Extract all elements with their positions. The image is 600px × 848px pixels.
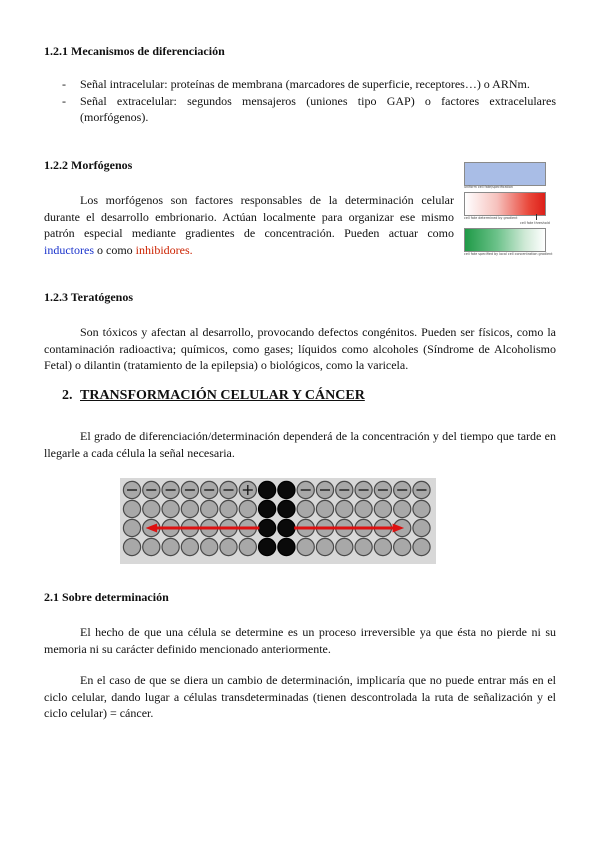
cell [316, 500, 333, 517]
cell [239, 500, 256, 517]
threshold-tick [536, 214, 537, 220]
paragraph-grado-diferenciacion: El grado de diferenciación/determinación dependerá de la concentración y del tiempo que tarde en llegarle a cada célula la señal necesaria. [44, 429, 556, 460]
heading-transformacion [62, 388, 365, 404]
cell [220, 500, 237, 517]
cell [162, 500, 179, 517]
figure-caption: cell fate determined by gradient [464, 216, 518, 220]
cell [123, 500, 140, 517]
cell-dark [278, 481, 295, 498]
cell-dark [278, 538, 295, 555]
figure-caption: cell fate specified by local cell concentration gradient [464, 252, 553, 256]
bullet-list-senales [62, 76, 556, 126]
heading-sobre-determinacion: 2.1 Sobre determinación [44, 590, 169, 604]
cell-grid-figure [120, 478, 436, 564]
paragraph-determinacion-2: En el caso de que se diera un cambio de determinación, implicaría que no puede entrar más en el ciclo celular, dando lugar a células transdeterminadas (tienen descontrolada la ruta de señalización y el ciclo celular) = cáncer. [44, 673, 556, 720]
bullet-dash: - [62, 77, 66, 91]
cell [374, 500, 391, 517]
bullet-text: Señal extracelular: segundos mensajeros (uniones tipo GAP) o factores extracelulares (morfógenos). [80, 93, 556, 124]
cell [239, 538, 256, 555]
green-gradient-bar [464, 228, 546, 252]
cell [355, 500, 372, 517]
cell [143, 500, 160, 517]
cell [162, 538, 179, 555]
uniform-fate-bar [464, 162, 546, 186]
morphogen-gradient-figure [462, 160, 553, 260]
morfogenos-text: Los morfógenos son factores responsables de la determinación celular durante el desarrollo embrionario. Actúan localmente para organizar ese mismo patrón especial mediante gradientes de concentración. Pueden actuar como [44, 193, 454, 240]
cell-dark [278, 519, 295, 536]
heading-mecanismos: 1.2.1 Mecanismos de diferenciación [44, 44, 225, 58]
section-number: 2. [62, 388, 73, 403]
heading-morfogenos: 1.2.2 Morfógenos [44, 158, 133, 172]
cell-dark [259, 500, 276, 517]
bullet-dash: - [62, 93, 66, 108]
inductores-text: inductores [44, 242, 94, 257]
cell-dark [259, 519, 276, 536]
cell-dark [259, 481, 276, 498]
cell [181, 500, 198, 517]
cell [123, 538, 140, 555]
figure-caption: cell fate threshold [520, 221, 550, 225]
cell [394, 538, 411, 555]
cell [316, 538, 333, 555]
red-gradient-bar [464, 192, 546, 216]
cell-dark [259, 538, 276, 555]
inhibidores-text: inhibidores. [135, 242, 193, 257]
cell [336, 538, 353, 555]
list-item [62, 76, 556, 93]
cell [413, 519, 430, 536]
cell [123, 519, 140, 536]
cell [297, 538, 314, 555]
section-title: TRANSFORMACIÓN CELULAR Y CÁNCER [80, 388, 365, 403]
cell [181, 538, 198, 555]
cell [201, 500, 218, 517]
paragraph-morfogenos [44, 192, 454, 258]
cell [413, 538, 430, 555]
conjunction-text: o como [97, 242, 133, 257]
cell-dark [278, 500, 295, 517]
paragraph-determinacion-1: El hecho de que una célula se determine es un proceso irreversible ya que ésta no pierde ni su memoria ni su carácter definido mencionado anteriormente. [44, 625, 556, 656]
cell [143, 538, 160, 555]
cell [220, 538, 237, 555]
cell [297, 500, 314, 517]
list-item [62, 93, 556, 126]
paragraph-teratogenos: Son tóxicos y afectan al desarrollo, provocando defectos congénitos. Pueden ser físicos, como la contaminación radioactiva; químicos, como gases; líquidos como alcoholes (Síndrome de Alcoholismo Fetal) o dilantin (tratamiento de la epilepsia) o biológicos, como la varicela. [44, 325, 556, 372]
cell [374, 538, 391, 555]
bullet-text: Señal intracelular: proteínas de membrana (marcadores de superficie, receptores…) o ARNm. [80, 77, 530, 91]
cell [336, 500, 353, 517]
cell [413, 500, 430, 517]
cell [355, 538, 372, 555]
figure-caption: uniform cell fate/specification [464, 185, 513, 189]
heading-teratogenos: 1.2.3 Teratógenos [44, 290, 134, 304]
cell [201, 538, 218, 555]
cell [394, 500, 411, 517]
